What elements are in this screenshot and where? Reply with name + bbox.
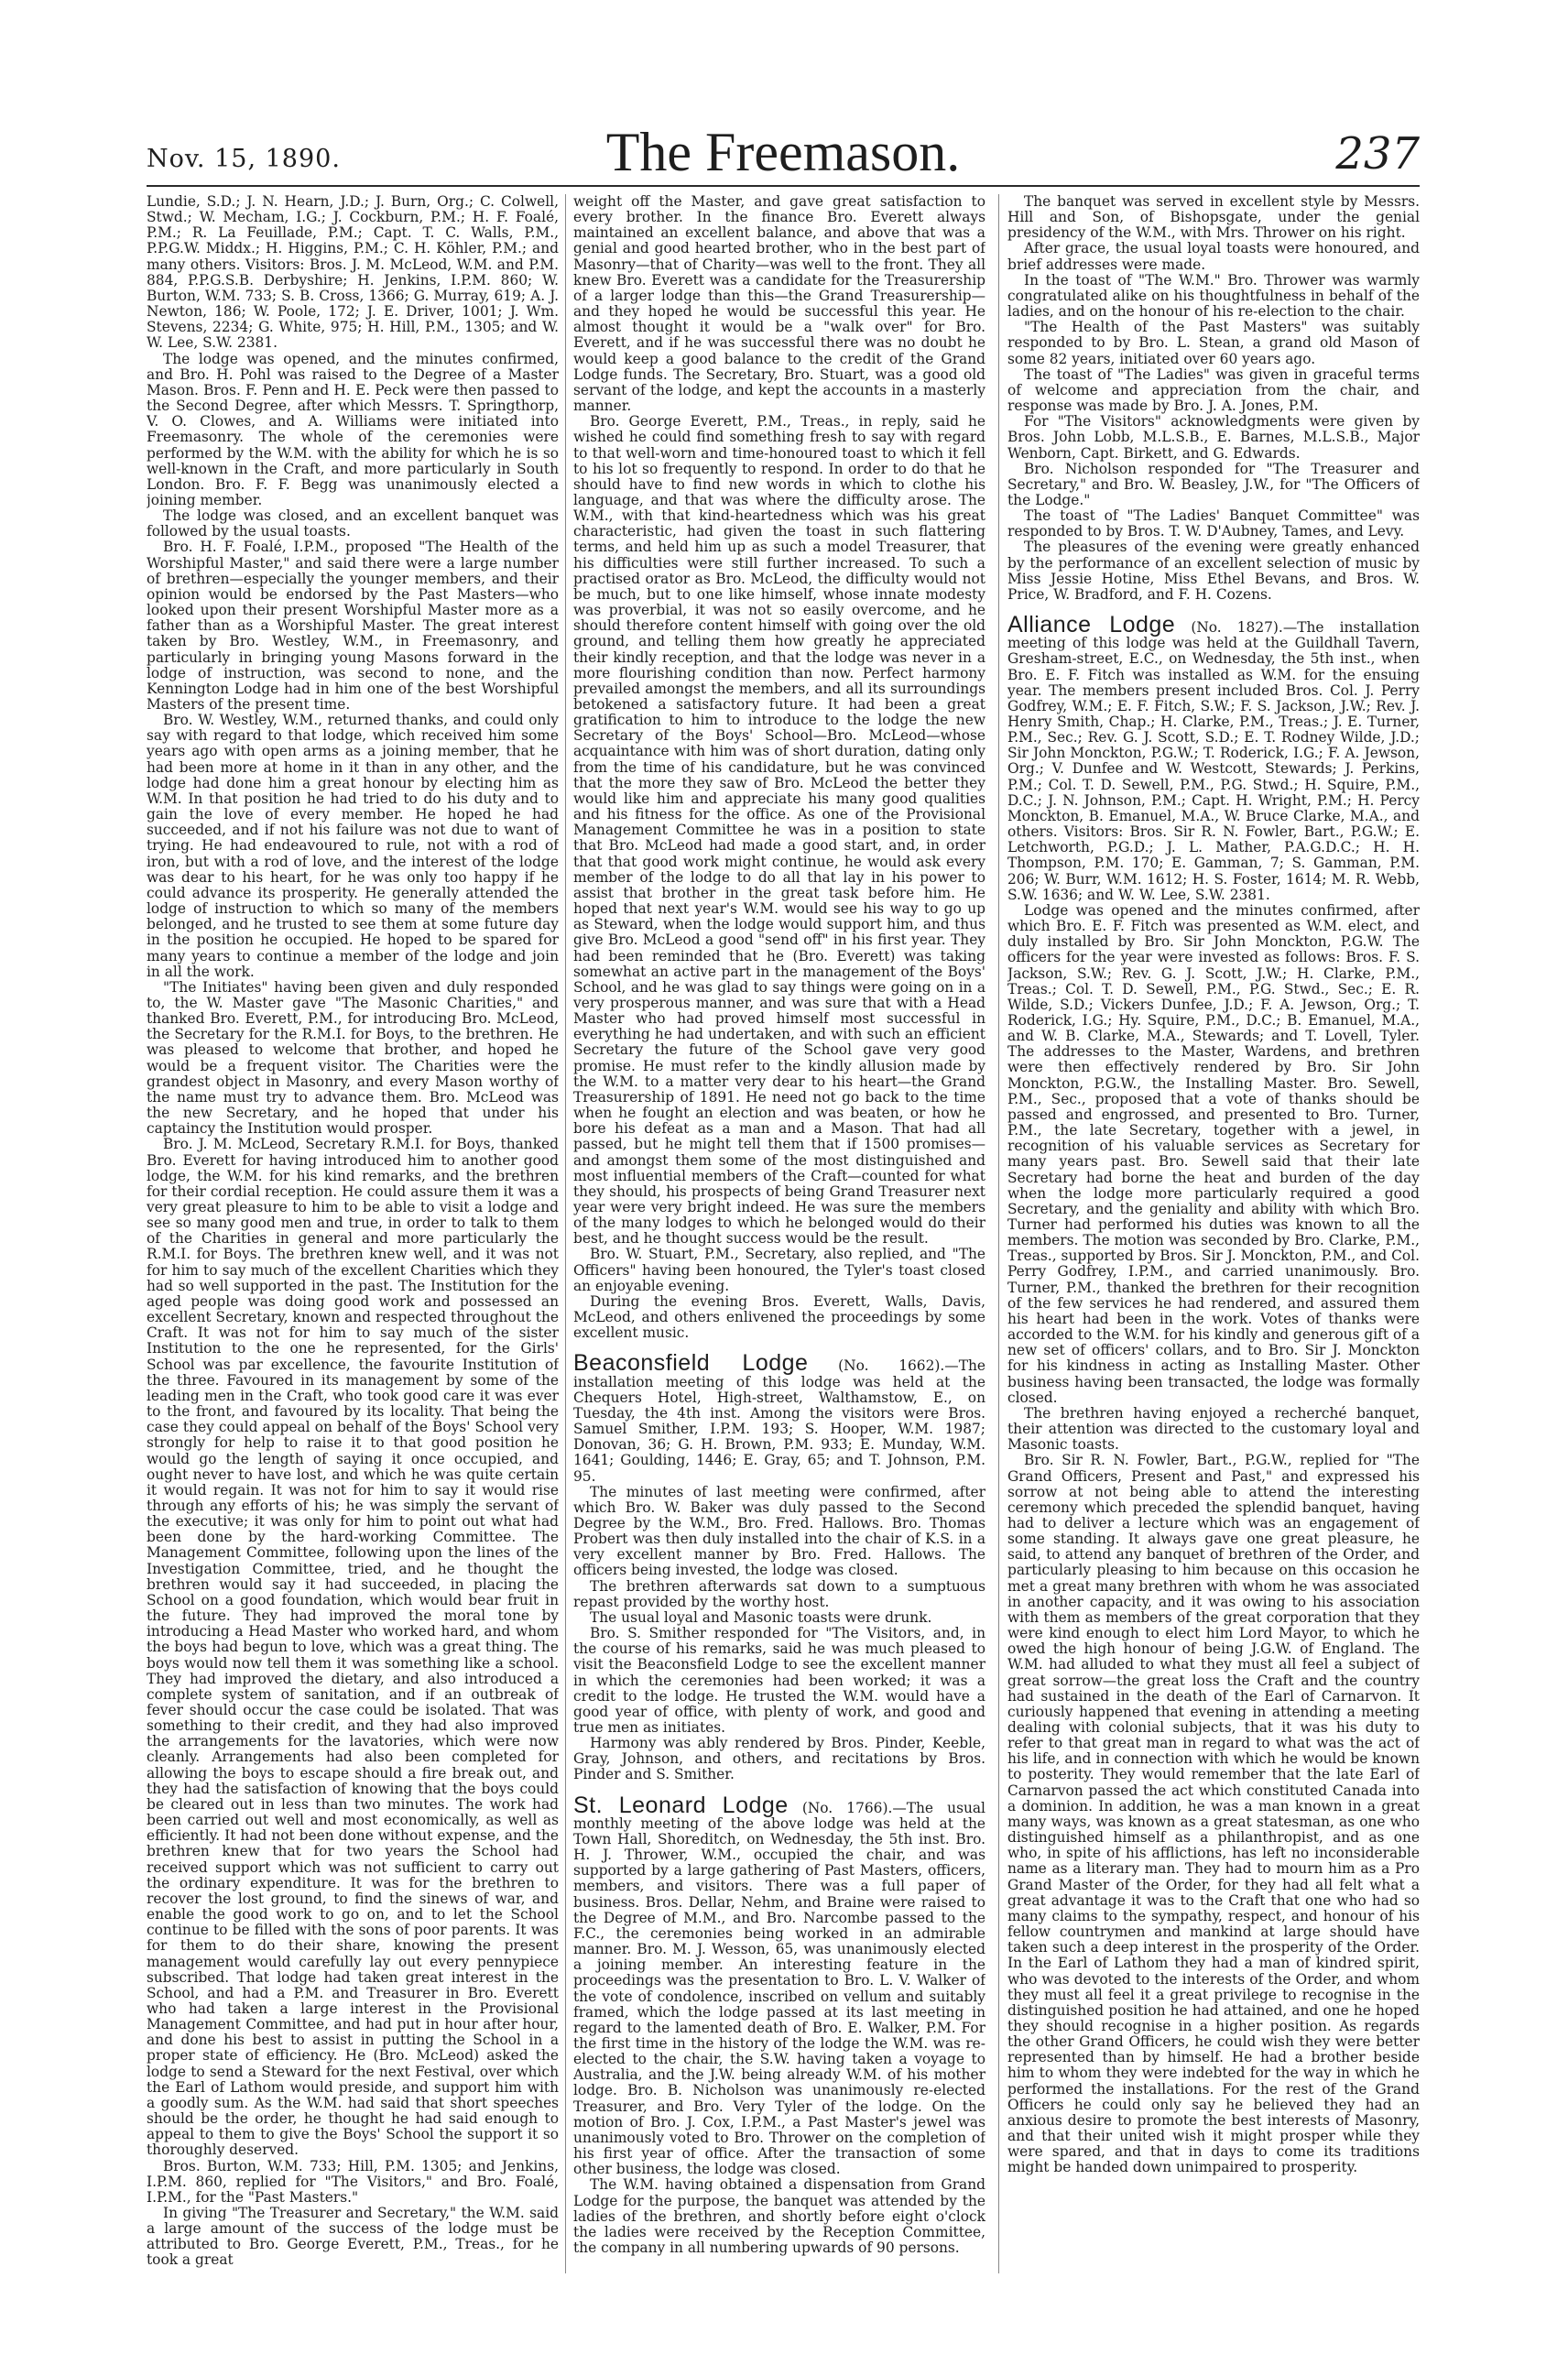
paragraph: In giving "The Treasurer and Secretary," the W.M. said a large amount of the success of the lodge must be attributed to Bro. George Everett, P.M., Treas., for he took a great xyxy=(147,2205,559,2269)
lodge-number: (No. 1662). xyxy=(838,1357,945,1375)
paragraph: For "The Visitors" acknowledgments were given by Bros. John Lobb, M.L.S.B., E. Barnes, M.L.S.B., Major Wenborn, Capt. Birkett, and G. Edwards. xyxy=(1007,413,1420,462)
paragraph: Bro. Sir R. N. Fowler, Bart., P.G.W., replied for "The Grand Officers, Present and Past," and expressed his sorrow at not being able to attend the interesting ceremony which preceded the splendid banquet, having had to deliver a lecture which was an engagement of some standing. It always gave one great pleasure, he said, to attend any banquet of brethren of the Order, and particularly pleasing to him because on this occasion he met a great many brethren with whom he was associated in another capacity, and it was owing to his association with them as members of the great corporation that they were kind enough to elect him Lord Mayor, to which he owed the high honour of being J.G.W. of England. The W.M. had alluded to what they must all feel a subject of great sorrow—the great loss the Craft and the country had sustained in the death of the Earl of Carnarvon. It curiously happened that evening in attending a meeting dealing with colonial subjects, that it was his duty to refer to that great man in regard to what was the act of his life, and in connection with which he would be known to posterity. They would remember that the late Earl of Carnarvon passed the act which constituted Canada into a dominion. In addition, he was a man known in a great many ways, was known as a great statesman, as one who distinguished himself as a philanthropist, and as one who, in spite of his afflictions, has left no inconsiderable name as a literary man. They had to mourn him as a Pro Grand Master of the Order, for they had all felt what a great advantage it was to the Craft that one who had so many claims to the sympathy, respect, and honour of his fellow countrymen and mankind at large should have taken such a deep interest in the prosperity of the Order. In the Earl of Lathom they had a man of kindred spirit, who was devoted to the interests of the Order, and whom they must all feel it a great privilege to recognise in the distinguished position he had attained, and one he hoped they should recognise in a higher position. As regards the other Grand Officers, he could wish they were better represented than by himself. He had a brother beside him to whom they were indebted for the way in which he performed the installations. For the rest of the Grand Officers he could only say he believed they had an anxious desire to promote the best interests of Masonry, and that their united wish it might prosper while they were spared, and that in days to come its traditions might be handed down unimpaired to prosperity. xyxy=(1007,1452,1420,2176)
lodge-heading: Alliance Lodge xyxy=(1007,612,1176,638)
paragraph: Lodge was opened and the minutes confirmed, after which Bro. E. F. Fitch was presented as W.M. elect, and duly installed by Bro. Sir John Monckton, P.G.W. The officers for the year were invested as follows: Bros. F. S. Jackson, S.W.; Rev. G. J. Scott, J.W.; H. Clarke, P.M., Treas.; Col. T. D. Sewell, P.M., P.G. Stwd., Sec.; E. R. Wilde, S.D.; Vickers Dunfee, J.D.; F. A. Jewson, Org.; T. Roderick, I.G.; Hy. Squire, P.M., D.C.; B. Emanuel, M.A., and W. B. Clarke, M.A., Stewards; and T. Lovell, Tyler. The addresses to the Master, Wardens, and brethren were then effectively rendered by Bro. Sir John Monckton, P.G.W., the Installing Master. Bro. Sewell, P.M., Sec., proposed that a vote of thanks should be passed and engrossed, and presented to Bro. Turner, P.M., the late Secretary, together with a jewel, in recognition of his valuable services as Secretary for many years past. Bro. Sewell said that their late Secretary had borne the heat and burden of the day when the lodge more particularly required a good Secretary, and the geniality and ability with which Bro. Turner had performed his duties was known to all the members. The motion was seconded by Bro. Clarke, P.M., Treas., supported by Bros. Sir J. Monckton, P.M., and Col. Perry Godfrey, I.P.M., and carried unanimously. Bro. Turner, P.M., thanked the brethren for their recognition of the few services he had rendered, and assured them his heart had been in the work. Votes of thanks were accorded to the W.M. for his kindly and generous gift of a new set of officers' collars, and to Bro. Sir J. Monckton for his kindness in acting as Installing Master. Other business having been transacted, the lodge was formally closed. xyxy=(1007,901,1420,1406)
article-beaconsfield-lodge xyxy=(573,1350,985,1485)
paragraph: "The Health of the Past Masters" was suitably responded to by Bro. L. Stean, a grand old Mason of some 82 years, initiated over 60 years ago. xyxy=(1007,319,1420,367)
paragraph: During the evening Bros. Everett, Walls, Davis, McLeod, and others enlivened the proceedings by some excellent music. xyxy=(573,1292,985,1342)
lodge-heading: St. Leonard Lodge xyxy=(573,1792,789,1818)
paragraph: Bro. S. Smither responded for "The Visitors, and, in the course of his remarks, said he was much pleased to visit the Beaconsfield Lodge to see the excellent manner in which the ceremonies had been worked; it was a credit to the lodge. He trusted the W.M. would have a good year of office, with plenty of work, and good and true men as initiates. xyxy=(573,1625,985,1736)
lodge-heading: Beaconsfield Lodge xyxy=(573,1350,809,1377)
paragraph: Lundie, S.D.; J. N. Hearn, J.D.; J. Burn, Org.; C. Colwell, Stwd.; W. Mecham, I.G.; J. Cockburn, P.M.; H. F. Foalé, P.M.; R. La Feuillade, P.M.; Capt. T. C. Walls, P.M., P.P.G.W. Middx.; H. Higgins, P.M.; C. H. Köhler, P.M.; and many others. Visitors: Bros. J. M. McLeod, W.M. and P.M. 884, P.P.G.S.B. Derbyshire; H. Jenkins, I.P.M. 860; W. Burton, W.M. 733; S. B. Cross, 1366; G. Murray, 619; A. J. Newton, 186; W. Poole, 172; J. E. Driver, 1001; J. Wm. Stevens, 2234; G. White, 975; H. Hill, P.M., 1305; and W. W. Lee, S.W. 2381. xyxy=(147,194,559,352)
article-st-leonard-lodge xyxy=(573,1792,985,2178)
paragraph: "The Initiates" having been given and duly responded to, the W. Master gave "The Masonic Charities," and thanked Bro. Everett, P.M., for introducing Bro. McLeod, the Secretary for the R.M.I. for Boys, to the brethren. He was pleased to welcome that brother, and hoped he would be a frequent visitor. The Charities were the grandest object in Masonry, and every Mason worthy of the name must try to advance them. Bro. McLeod was the new Secretary, and he hoped that under his captaincy the Institution would prosper. xyxy=(147,978,559,1138)
column-rule xyxy=(565,194,566,2273)
masthead xyxy=(147,121,1420,187)
paragraph: Bro. W. Westley, W.M., returned thanks, and could only say with regard to that lodge, which received him some years ago with open arms as a joining member, that he had been more at home in it than in any other, and the lodge had done him a great honour by electing him as W.M. In that position he had tried to do his duty and to gain the love of every member. He hoped he had succeeded, and if not his failure was not due to want of trying. He had endeavoured to rule, not with a rod of iron, but with a rod of love, and the interest of the lodge was dear to his heart, for he was only too happy if he could advance its prosperity. He generally attended the lodge of instruction to which so many of the members belonged, and he trusted to see them at some future day in the position he occupied. He hoped to be spared for many years to continue a member of the lodge and join in all the work. xyxy=(147,712,559,980)
paragraph: The pleasures of the evening were greatly enhanced by the performance of an excellent selection of music by Miss Jessie Hotine, Miss Ethel Bevans, and Bros. W. Price, W. Bradford, and F. H. Cozens. xyxy=(1007,539,1420,603)
paragraph: The lodge was closed, and an excellent banquet was followed by the usual toasts. xyxy=(147,507,559,540)
article-lead: —The installation meeting of this lodge was held at the Chequers Hotel, High-street, Walthamstow, E., on Tuesday, the 4th inst. Among the visitors were Bros. Samuel Smither, I.P.M. 193; S. Hooper, W.M. 1987; Donovan, 36; G. H. Brown, P.M. 933; E. Munday, W.M. 1641; Goulding, 1446; E. Gray, 65; and T. Johnson, P.M. 95. xyxy=(573,1357,985,1485)
column-1 xyxy=(147,194,559,2273)
lodge-number: (No. 1827). xyxy=(1191,619,1283,637)
paragraph: Bro. W. Stuart, P.M., Secretary, also replied, and "The Officers" having been honoured, the Tyler's toast closed an enjoyable evening. xyxy=(573,1246,985,1294)
paragraph: Bro. George Everett, P.M., Treas., in reply, said he wished he could find something fresh to say with regard to that well-worn and time-honoured toast to which it fell to his lot so frequently to respond. In order to do that he should have to find new words in which to clothe his language, and that was where the difficulty arose. The W.M., with that kind-heartedness which was his great characteristic, had given the toast in such flattering terms, and held him up as such a model Treasurer, that his difficulties were still further increased. To such a practised orator as Bro. McLeod, the difficulty would not be much, but to one like himself, whose innate modesty was proverbial, it was not so easily overcome, and he should therefore content himself with going over the old ground, and telling them how greatly he appreciated their kindly reception, and that the lodge was never in a more flourishing condition than now. Perfect harmony prevailed amongst the members, and all its surroundings betokened a satisfactory future. It had been a great gratification to him to introduce to the lodge the new Secretary of the Boys' School—Bro. McLeod—whose acquaintance with him was of short duration, dating only from the time of his candidature, but he was convinced that the more they saw of Bro. McLeod the better they would like him and appreciate his many good qualities and his fitness for the office. As one of the Provisional Management Committee he was in a position to state that Bro. McLeod had made a good start, and, in order that that good work might continue, he would ask every member of the lodge to do all that lay in his power to assist that brother in the great task before him. He hoped that next year's W.M. would see his way to go up as Steward, when the lodge would support him, and thus give Bro. McLeod a good "send off" in his first year. They had been reminded that he (Bro. Everett) was taking somewhat an active part in the management of the Boys' School, and he was glad to say things were going on in a very prosperous manner, and was sure that with a Head Master who had proved himself most successful in everything he had undertaken, and with such an efficient Secretary the future of the School gave very good promise. He must refer to the kindly allusion made by the W.M. to a matter very dear to his heart—the Grand Treasurership of 1891. He need not go back to the time when he fought an election and was beaten, or how he bore his defeat as a man and a Mason. That had all passed, but he might tell them that if 1500 promises—and amongst them some of the most distinguished and most influential members of the Craft—counted for what they should, his prospects of being Grand Treasurer next year were very bright indeed. He was sure the members of the many lodges to which he belonged would do their best, and he thought success would be the result. xyxy=(573,413,985,1248)
paragraph: The brethren afterwards sat down to a sumptuous repast provided by the worthy host. xyxy=(573,1577,985,1610)
paragraph: The minutes of last meeting were confirmed, after which Bro. W. Baker was duly passed to the Second Degree by the W.M., Bro. Fred. Hallows. Bro. Thomas Probert was then duly installed into the chair of K.S. in a very excellent manner by Bro. Fred. Hallows. The officers being invested, the lodge was closed. xyxy=(573,1483,985,1579)
paragraph: The W.M. having obtained a dispensation from Grand Lodge for the purpose, the banquet was attended by the ladies of the brethren, and shortly before eight o'clock the ladies were received by the Reception Committee, the company in all numbering upwards of 90 persons. xyxy=(573,2176,985,2256)
paragraph: Bros. Burton, W.M. 733; Hill, P.M. 1305; and Jenkins, I.P.M. 860, replied for "The Visitors," and Bro. Foalé, I.P.M., for the "Past Masters." xyxy=(147,2157,559,2206)
publication-title: The Freemason. xyxy=(605,122,961,182)
paragraph: The usual loyal and Masonic toasts were drunk. xyxy=(590,1608,932,1626)
paragraph: In the toast of "The W.M." Bro. Thrower was warmly congratulated alike on his thoughtfulness in behalf of the ladies, and on the honour of his re-election to the chair. xyxy=(1007,271,1420,321)
paragraph: Bro. J. M. McLeod, Secretary R.M.I. for Boys, thanked Bro. Everett for having introduced him to another good lodge, the W.M. for his kind remarks, and the brethren for their cordial reception. He could assure them it was a very great pleasure to him to be able to visit a lodge and see so many good men and true, in order to talk to them of the Charities in general and more particularly the R.M.I. for Boys. The brethren knew well, and it was not for him to say much of the excellent Charities which they had so well supported in the past. The Institution for the aged people was doing good work and possessed an excellent Secretary, known and respected throughout the Craft. It was not for him to say much of the sister Institution to the one he represented, for the Girls' School was par excellence, the favourite Institution of the three. Favoured in its management by some of the leading men in the Craft, who took good care it was ever to the front, and favoured by its locality. That being the case they could appeal on behalf of the Boys' School very strongly for help to raise it to that good position he would go the length of saying it once occupied, and ought never to have lost, and which he was quite certain it would regain. It was not for him to say it would rise through any efforts of his; he was simply the servant of the executive; it was only for him to point out what had been done by the hard-working Committee. The Management Committee, following upon the lines of the Investigation Committee, tried, and he thought the brethren would say it had succeeded, in placing the School on a good foundation, which would bear fruit in the future. They had improved the moral tone by introducing a Head Master who worked hard, and whom the boys had begun to love, which was a great thing. The boys would now tell them it was something like a school. They had improved the dietary, and also introduced a complete system of sanitation, and if an outbreak of fever should occur the case could be isolated. That was something to their credit, and they had also improved the arrangements for the lavatories, which were now cleanly. Arrangements had also been completed for allowing the boys to escape should a fire break out, and they had the satisfaction of knowing that the boys could be cleared out in less than two minutes. The work had been carried out well and most economically, as well as efficiently. It had not been done without expense, and the brethren knew that for two years the School had received support which was not sufficient to carry out the ordinary expenditure. It was for the brethren to recover the lost ground, to find the sinews of war, and enable the good work to go on, and to let the School continue to be filled with the sons of poor parents. It was for them to do their share, knowing the present management would carefully lay out every pennypiece subscribed. That lodge had taken great interest in the School, and had a P.M. and Treasurer in Bro. Everett who had taken a large interest in the Provisional Management Committee, and had put in hour after hour, and done his best to assist in putting the School in a proper state of efficiency. He (Bro. McLeod) asked the lodge to send a Steward for the next Festival, over which the Earl of Lathom would preside, and support him with a goodly sum. As the W.M. had said that short speeches should be the order, he thought he had said enough to appeal to them to give the Boys' School the support it so thoroughly deserved. xyxy=(147,1136,559,2159)
paragraph: After grace, the usual loyal toasts were honoured, and brief addresses were made. xyxy=(1007,240,1420,273)
paragraph: The banquet was served in excellent style by Messrs. Hill and Son, of Bishopsgate, under the genial presidency of the W.M., with Mrs. Thrower on his right. xyxy=(1007,194,1420,242)
paragraph: Bro. H. F. Foalé, I.P.M., proposed "The Health of the Worshipful Master," and said there were a large number of brethren—especially the younger members, and their opinion would be endorsed by the Past Masters—who looked upon their present Worshipful Master more as a father than as a Worshipful Master. The great interest taken by Bro. Westley, W.M., in Freemasonry, and particularly in bringing young Masons forward in the lodge of instruction, was second to none, and the Kennington Lodge had in him one of the best Worshipful Masters of the present time. xyxy=(147,539,559,713)
lodge-number: (No. 1766). xyxy=(801,1799,893,1816)
article-lead: —The installation meeting of this lodge was held at the Guildhall Tavern, Gresham-street, E.C., on Wednesday, the 5th inst., when Bro. E. F. Fitch was installed as W.M. for the ensuing year. The members present included Bros. Col. J. Perry Godfrey, W.M.; E. F. Fitch, S.W.; F. S. Jackson, J.W.; Rev. J. Henry Smith, Chap.; H. Clarke, P.M., Treas.; J. E. Turner, P.M., Sec.; Rev. G. J. Scott, S.D.; E. T. Rodney Wilde, J.D.; Sir John Monckton, P.G.W.; T. Roderick, I.G.; F. A. Jewson, Org.; V. Dunfee and W. Westcott, Stewards; J. Perkins, P.M.; Col. T. D. Sewell, P.M., P.G. Stwd.; H. Squire, P.M., D.C.; J. N. Johnson, P.M.; Capt. H. Wright, P.M.; H. Percy Monckton, B. Emanuel, M.A., W. Bruce Clarke, M.A., and others. Visitors: Bros. Sir R. N. Fowler, Bart., P.G.W.; E. Letchworth, P.G.D.; J. L. Mather, P.A.G.D.C.; H. H. Thompson, P.M. 170; E. Gamman, 7; S. Gamman, P.M. 206; W. Burr, W.M. 1612; H. S. Foster, 1614; M. R. Webb, S.W. 1636; and W. W. Lee, S.W. 2381. xyxy=(1007,619,1420,903)
issue-date: Nov. 15, 1890. xyxy=(147,145,341,173)
article-alliance-lodge xyxy=(1007,612,1420,903)
paragraph: The brethren having enjoyed a recherché banquet, their attention was directed to the customary loyal and Masonic toasts. xyxy=(1007,1404,1420,1454)
paragraph: Harmony was ably rendered by Bros. Pinder, Keeble, Gray, Johnson, and others, and recitations by Bros. Pinder and S. Smither. xyxy=(573,1735,985,1783)
paragraph: Bro. Nicholson responded for "The Treasurer and Secretary," and Bro. W. Beasley, J.W., for "The Officers of the Lodge." xyxy=(1007,460,1420,508)
column-3 xyxy=(1007,194,1420,2273)
paragraph: weight off the Master, and gave great satisfaction to every brother. In the finance Bro. Everett always maintained an excellent balance, and above that was a genial and good hearted brother, who in the best part of Masonry—that of Charity—was well to the front. They all knew Bro. Everett was a candidate for the Treasurership of a larger lodge than this—the Grand Treasurership—and they hoped he would be successful this year. He almost thought it would be a "walk over" for Bro. Everett, and if he was successful there was no doubt he would keep a good balance to the credit of the Grand Lodge funds. The Secretary, Bro. Stuart, was a good old servant of the lodge, and kept the accounts in a masterly manner. xyxy=(573,194,985,415)
column-rule xyxy=(998,194,999,2273)
article-lead: —The usual monthly meeting of the above lodge was held at the Town Hall, Shoreditch, on Wednesday, the 5th inst. Bro. H. J. Thrower, W.M., occupied the chair, and was supported by a large gathering of Past Masters, officers, members, and visitors. There was a full paper of business. Bros. Dellar, Nehm, and Braine were raised to the Degree of M.M., and Bro. Narcombe passed to the F.C., the ceremonies being worked in an admirable manner. Bro. M. J. Wesson, 65, was unanimously elected a joining member. An interesting feature in the proceedings was the presentation to Bro. L. V. Walker of the vote of condolence, inscribed on vellum and suitably framed, which the lodge passed at its last meeting in regard to the lamented death of Bro. E. Walker, P.M. For the first time in the history of the lodge the W.M. was re-elected to the chair, the S.W. having taken a voyage to Australia, and the J.W. being already W.M. of his mother lodge. Bro. B. Nicholson was unanimously re-elected Treasurer, and Bro. Very Tyler of the lodge. On the motion of Bro. J. Cox, I.P.M., a Past Master's jewel was unanimously voted to Bro. Thrower on the completion of his first year of office. After the transaction of some other business, the lodge was closed. xyxy=(573,1799,985,2178)
column-2 xyxy=(573,194,985,2273)
paragraph: The toast of "The Ladies" was given in graceful terms of welcome and appreciation from the chair, and response was made by Bro. J. A. Jones, P.M. xyxy=(1007,365,1420,415)
paragraph: The toast of "The Ladies' Banquet Committee" was responded to by Bros. T. W. D'Aubney, Tames, and Levy. xyxy=(1007,507,1420,540)
paragraph: The lodge was opened, and the minutes confirmed, and Bro. H. Pohl was raised to the Degree of a Master Mason. Bros. F. Penn and H. E. Peck were then passed to the Second Degree, after which Messrs. T. Springthorp, V. O. Clowes, and A. Williams were initiated into Freemasonry. The whole of the ceremonies were performed by the W.M. with the ability for which he is so well-known in the Craft, and more particularly in South London. Bro. F. F. Begg was unanimously elected a joining member. xyxy=(147,350,559,508)
page-number: 237 xyxy=(1335,128,1420,180)
